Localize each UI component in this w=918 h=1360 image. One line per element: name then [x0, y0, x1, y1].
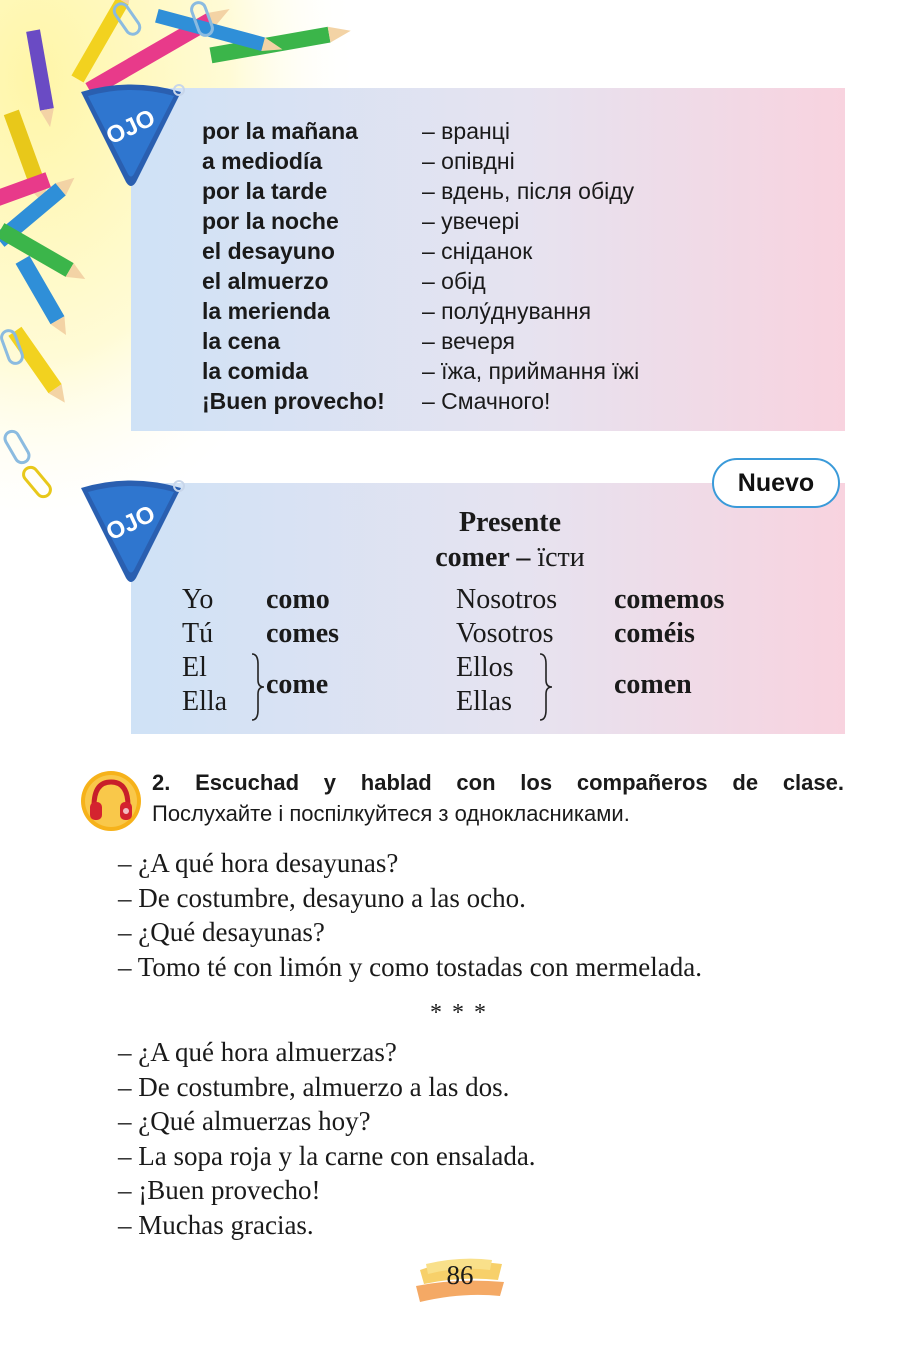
- vocab-ukrainian: – Смачного!: [422, 388, 551, 414]
- vocab-spanish: ¡Buen provecho!: [202, 388, 385, 414]
- exercise-title: 2. Escuchad y hablad con los compañeros de clase.: [152, 770, 844, 795]
- vocab-ukrainian: – вдень, після обіду: [422, 178, 635, 204]
- vocab-spanish: la cena: [202, 328, 280, 354]
- dialog-line: – La sopa roja y la carne con ensalada.: [118, 1140, 536, 1171]
- grammar-title: Presente: [458, 507, 562, 538]
- pronoun: Tú: [182, 618, 214, 649]
- vocab-ukrainian: – вечеря: [422, 328, 515, 354]
- vocab-spanish: la comida: [202, 358, 309, 384]
- dialog-line: – ¿A qué hora almuerzas?: [118, 1037, 397, 1067]
- vocab-spanish: el almuerzo: [202, 268, 329, 294]
- nuevo-badge: Nuevo: [712, 458, 840, 508]
- headphones-icon: [80, 770, 142, 832]
- verb-form: comes: [266, 618, 340, 649]
- dialog-line: – Tomo té con limón y como tostadas con mermelada.: [118, 951, 702, 982]
- pronoun: El: [182, 652, 207, 683]
- vocab-spanish: la merienda: [202, 298, 330, 324]
- verb-form: comemos: [614, 584, 725, 615]
- vocab-row: [202, 146, 639, 176]
- vocab-spanish: el desayuno: [202, 238, 335, 264]
- pronoun: Vosotros: [456, 618, 554, 649]
- dialog-separator: * * *: [430, 1000, 488, 1026]
- svg-text:OJO: OJO: [102, 104, 160, 151]
- brace-icon: [248, 652, 266, 722]
- vocab-ukrainian: – сніданок: [422, 238, 533, 264]
- dialog-line: – ¿A qué hora desayunas?: [118, 848, 399, 878]
- pronoun: Yo: [182, 584, 214, 615]
- vocab-ukrainian: – увечері: [422, 208, 520, 234]
- vocab-row: [202, 356, 639, 386]
- dialog-line: – De costumbre, almuerzo a las dos.: [118, 1071, 510, 1102]
- verb-translation: їсти: [530, 542, 585, 573]
- vocab-ukrainian: – опівдні: [422, 148, 515, 174]
- vocab-spanish: por la tarde: [202, 178, 328, 204]
- vocab-ukrainian: – обід: [422, 268, 486, 294]
- grammar-verb: [300, 542, 720, 574]
- vocab-spanish: por la noche: [202, 208, 339, 234]
- dialog-line: – ¡Buen provecho!: [118, 1175, 321, 1205]
- vocab-spanish: por la mañana: [202, 118, 358, 144]
- vocab-row: [202, 236, 639, 266]
- dialog-line: – ¿Qué almuerzas hoy?: [118, 1106, 371, 1136]
- vocab-row: [202, 266, 639, 296]
- pronoun: Nosotros: [456, 584, 558, 615]
- vocab-row: [202, 326, 639, 356]
- vocab-ukrainian: – полу́днування: [422, 298, 592, 324]
- dialog-1: [118, 846, 702, 984]
- pronoun: Ellas: [456, 686, 512, 717]
- exercise-subtitle: Послухайте і поспілкуйтеся з однокласниками.: [152, 801, 630, 826]
- vocab-ukrainian: – вранці: [422, 118, 510, 144]
- vocab-ukrainian: – їжа, приймання їжі: [422, 358, 640, 384]
- verb-form: comen: [614, 669, 692, 700]
- brace-icon: [536, 652, 554, 722]
- vocabulary-list: [202, 116, 639, 416]
- dialog-line: – De costumbre, desayuno a las ocho.: [118, 882, 526, 913]
- verb-infinitive: comer –: [435, 542, 531, 573]
- pronoun: Ella: [182, 686, 228, 717]
- pronoun: Ellos: [456, 652, 514, 683]
- vocab-row: [202, 386, 639, 416]
- verb-form: como: [266, 584, 330, 615]
- ojo-badge: [76, 82, 186, 192]
- svg-text:OJO: OJO: [102, 500, 160, 547]
- vocab-row: [202, 176, 639, 206]
- dialog-2: [118, 1035, 536, 1242]
- verb-form: come: [266, 669, 329, 700]
- dialog-line: – Muchas gracias.: [118, 1209, 314, 1240]
- page-number: 86: [446, 1260, 474, 1290]
- vocab-row: [202, 206, 639, 236]
- verb-form: coméis: [614, 618, 695, 649]
- ojo-badge: [76, 478, 186, 588]
- vocab-row: [202, 116, 639, 146]
- vocab-row: [202, 296, 639, 326]
- dialog-line: – ¿Qué desayunas?: [118, 917, 325, 947]
- vocab-spanish: a mediodía: [202, 148, 323, 174]
